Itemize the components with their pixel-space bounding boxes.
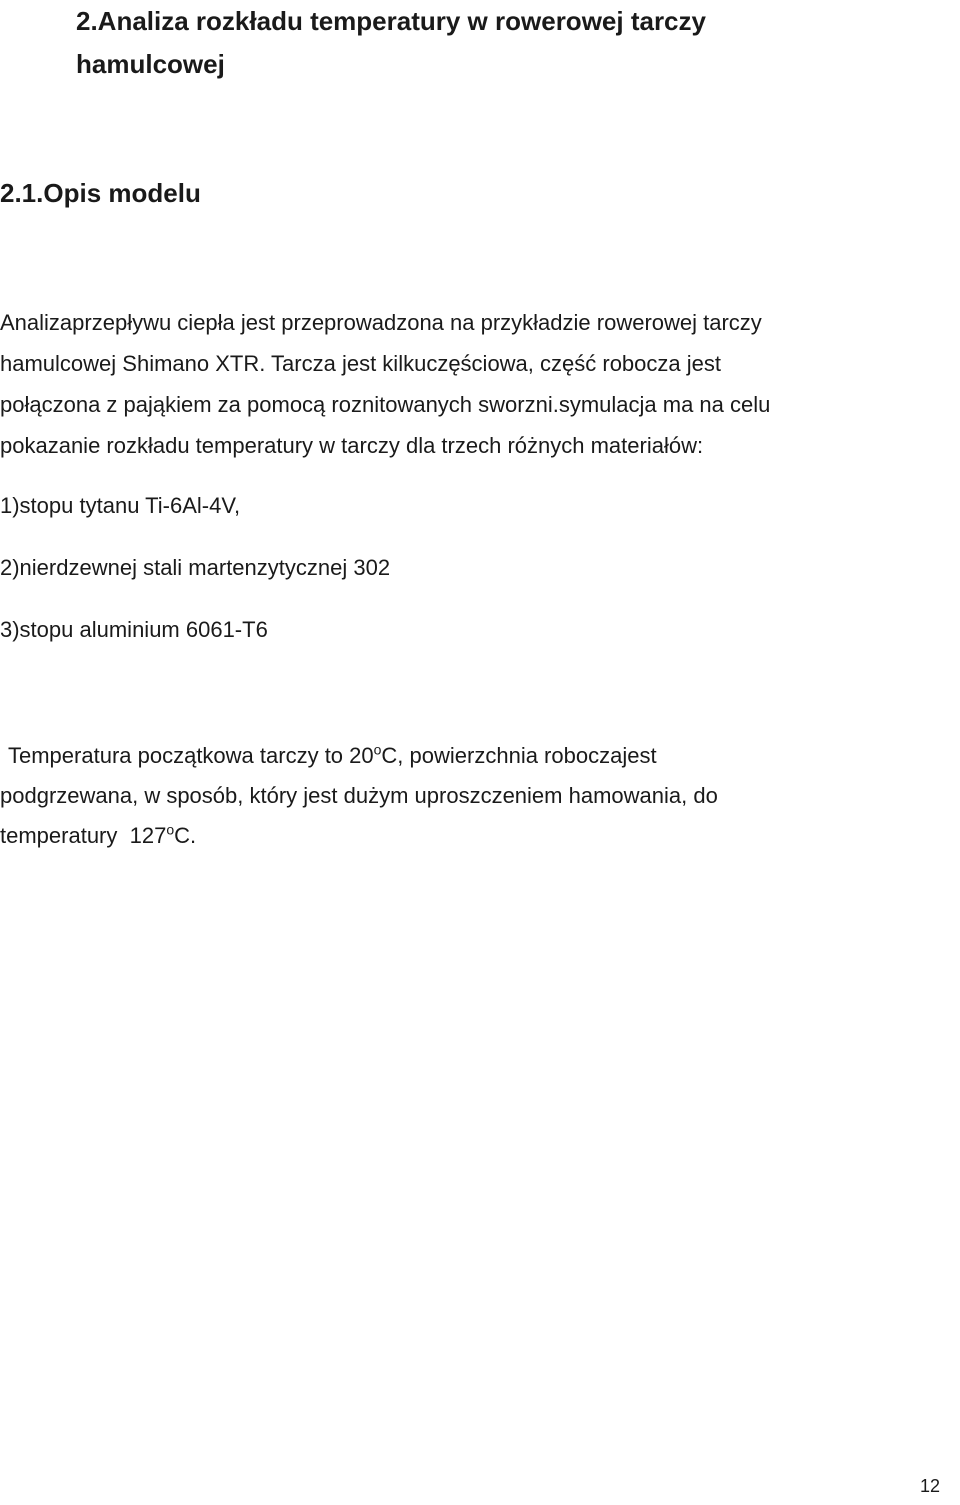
temperature-line-3 [0, 816, 958, 856]
section-heading [76, 0, 936, 86]
temperature-paragraph [0, 736, 958, 856]
model-description-paragraph [0, 302, 958, 466]
text-fragment: Temperatura początkowa tarczy to 20 [8, 743, 374, 768]
text-fragment: C. [174, 823, 197, 848]
paragraph-line: hamulcowej Shimano XTR. Tarcza jest kilkuczęściowa, część robocza jest [0, 351, 721, 376]
degree-superscript: o [373, 741, 382, 758]
paragraph-line: pokazanie rozkładu temperatury w tarczy dla trzech różnych materiałów: [0, 433, 704, 458]
section-heading-line-2: hamulcowej [76, 49, 225, 79]
paragraph-line: Analizaprzepływu ciepła jest przeprowadzona na przykładzie rowerowej tarczy [0, 310, 762, 335]
material-item-aluminium: 3)stopu aluminium 6061-T6 [0, 617, 268, 642]
text-fragment: temperatury 127 [0, 823, 167, 848]
material-item-steel: 2)nierdzewnej stali martenzytycznej 302 [0, 555, 391, 580]
degree-superscript: o [166, 821, 175, 838]
section-heading-line-1: 2.Analiza rozkładu temperatury w rowerowej tarczy [76, 6, 706, 36]
temperature-line-2: podgrzewana, w sposób, który jest dużym uproszczeniem hamowania, do [0, 783, 718, 808]
paragraph-line: połączona z pająkiem za pomocą roznitowanych sworzni.symulacja ma na celu [0, 392, 771, 417]
temperature-line-1 [0, 736, 958, 776]
material-item-titanium: 1)stopu tytanu Ti-6Al-4V, [0, 493, 241, 518]
subsection-heading: 2.1.Opis modelu [0, 178, 201, 208]
page-number: 12 [919, 1476, 940, 1496]
text-fragment: C, powierzchnia roboczajest [381, 743, 657, 768]
